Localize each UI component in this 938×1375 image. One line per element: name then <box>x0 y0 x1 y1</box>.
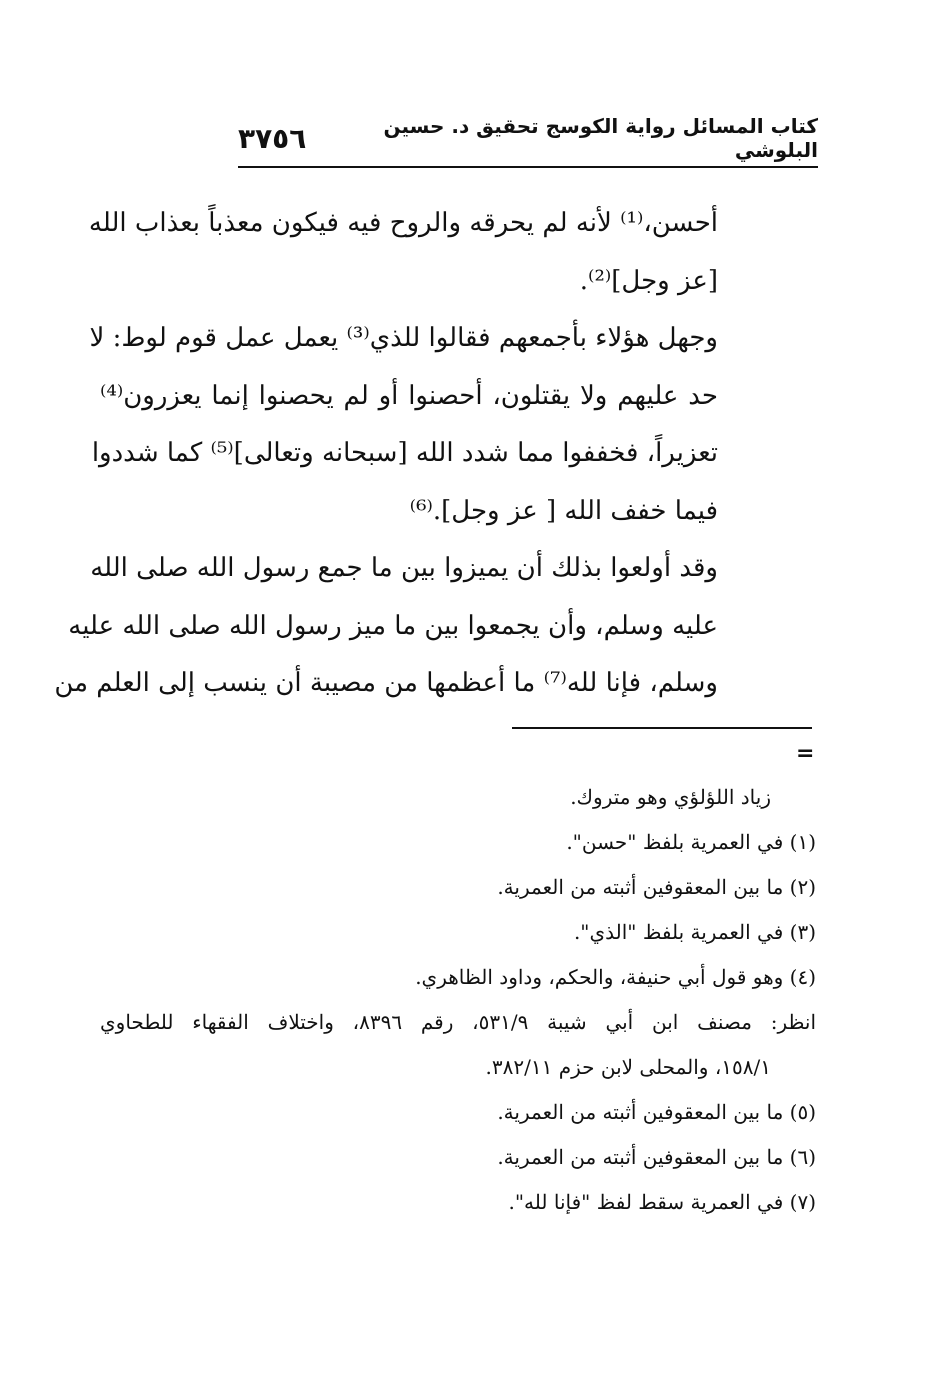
footnote-line: (٢) ما بين المعقوفين أثبته من العمرية. <box>497 875 816 899</box>
footnotes <box>100 775 816 1225</box>
text-line: عليه وسلم، وأن يجمعوا بين ما ميز رسول الله صلى الله عليه <box>68 610 718 641</box>
text-line: [عز وجل]⁽²⁾. <box>579 265 718 296</box>
text-line: فيما خفف الله [ عز وجل].⁽⁶⁾ <box>409 495 718 526</box>
page-header <box>238 114 818 168</box>
footnote-line: (٣) في العمرية بلفظ "الذي". <box>573 920 816 944</box>
footnote-line: (٧) في العمرية سقط لفظ "فإنا لله". <box>508 1190 816 1214</box>
footnote-line: زياد اللؤلؤي وهو متروك. <box>570 785 771 809</box>
footnote-continuation-mark: = <box>796 741 815 766</box>
text-line: حد عليهم ولا يقتلون، أحصنوا أو لم يحصنوا إنما يعزرون⁽⁴⁾ <box>100 380 718 411</box>
footnote-line: (١) في العمرية بلفظ "حسن". <box>566 830 816 854</box>
footnote-line: (٦) ما بين المعقوفين أثبته من العمرية. <box>497 1145 816 1169</box>
text-line: أحسن،⁽¹⁾ لأنه لم يحرقه والروح فيه فيكون معذباً بعذاب الله <box>88 208 718 238</box>
page-number: ٣٧٥٦ <box>238 121 307 155</box>
footnote-line: ١٥٨/١، والمحلى لابن حزم ٣٨٢/١١. <box>485 1055 771 1079</box>
text-line: وقد أولعوا بذلك أن يميزوا بين ما جمع رسول الله صلى الله <box>90 553 718 583</box>
text-line: تعزيراً، فخففوا مما شدد الله [سبحانه وتعالى]⁽⁵⁾ كما شددوا <box>91 438 718 468</box>
main-text <box>54 195 718 713</box>
text-line: وجهل هؤلاء بأجمعهم فقالوا للذي⁽³⁾ يعمل عمل قوم لوط: لا <box>89 323 718 353</box>
footnote-separator <box>512 727 812 729</box>
footnote-line: انظر: مصنف ابن أبي شيبة ٥٣١/٩، رقم ٨٣٩٦، واختلاف الفقهاء للطحاوي <box>100 1010 817 1034</box>
text-line: وسلم، فإنا لله⁽⁷⁾ ما أعظمها من مصيبة أن ينسب إلى العلم من <box>54 668 718 698</box>
running-title: كتاب المسائل رواية الكوسج تحقيق د. حسين البلوشي <box>383 114 818 162</box>
footnote-line: (٥) ما بين المعقوفين أثبته من العمرية. <box>497 1100 816 1124</box>
footnote-line: (٤) وهو قول أبي حنيفة، والحكم، وداود الظاهري. <box>415 965 816 989</box>
